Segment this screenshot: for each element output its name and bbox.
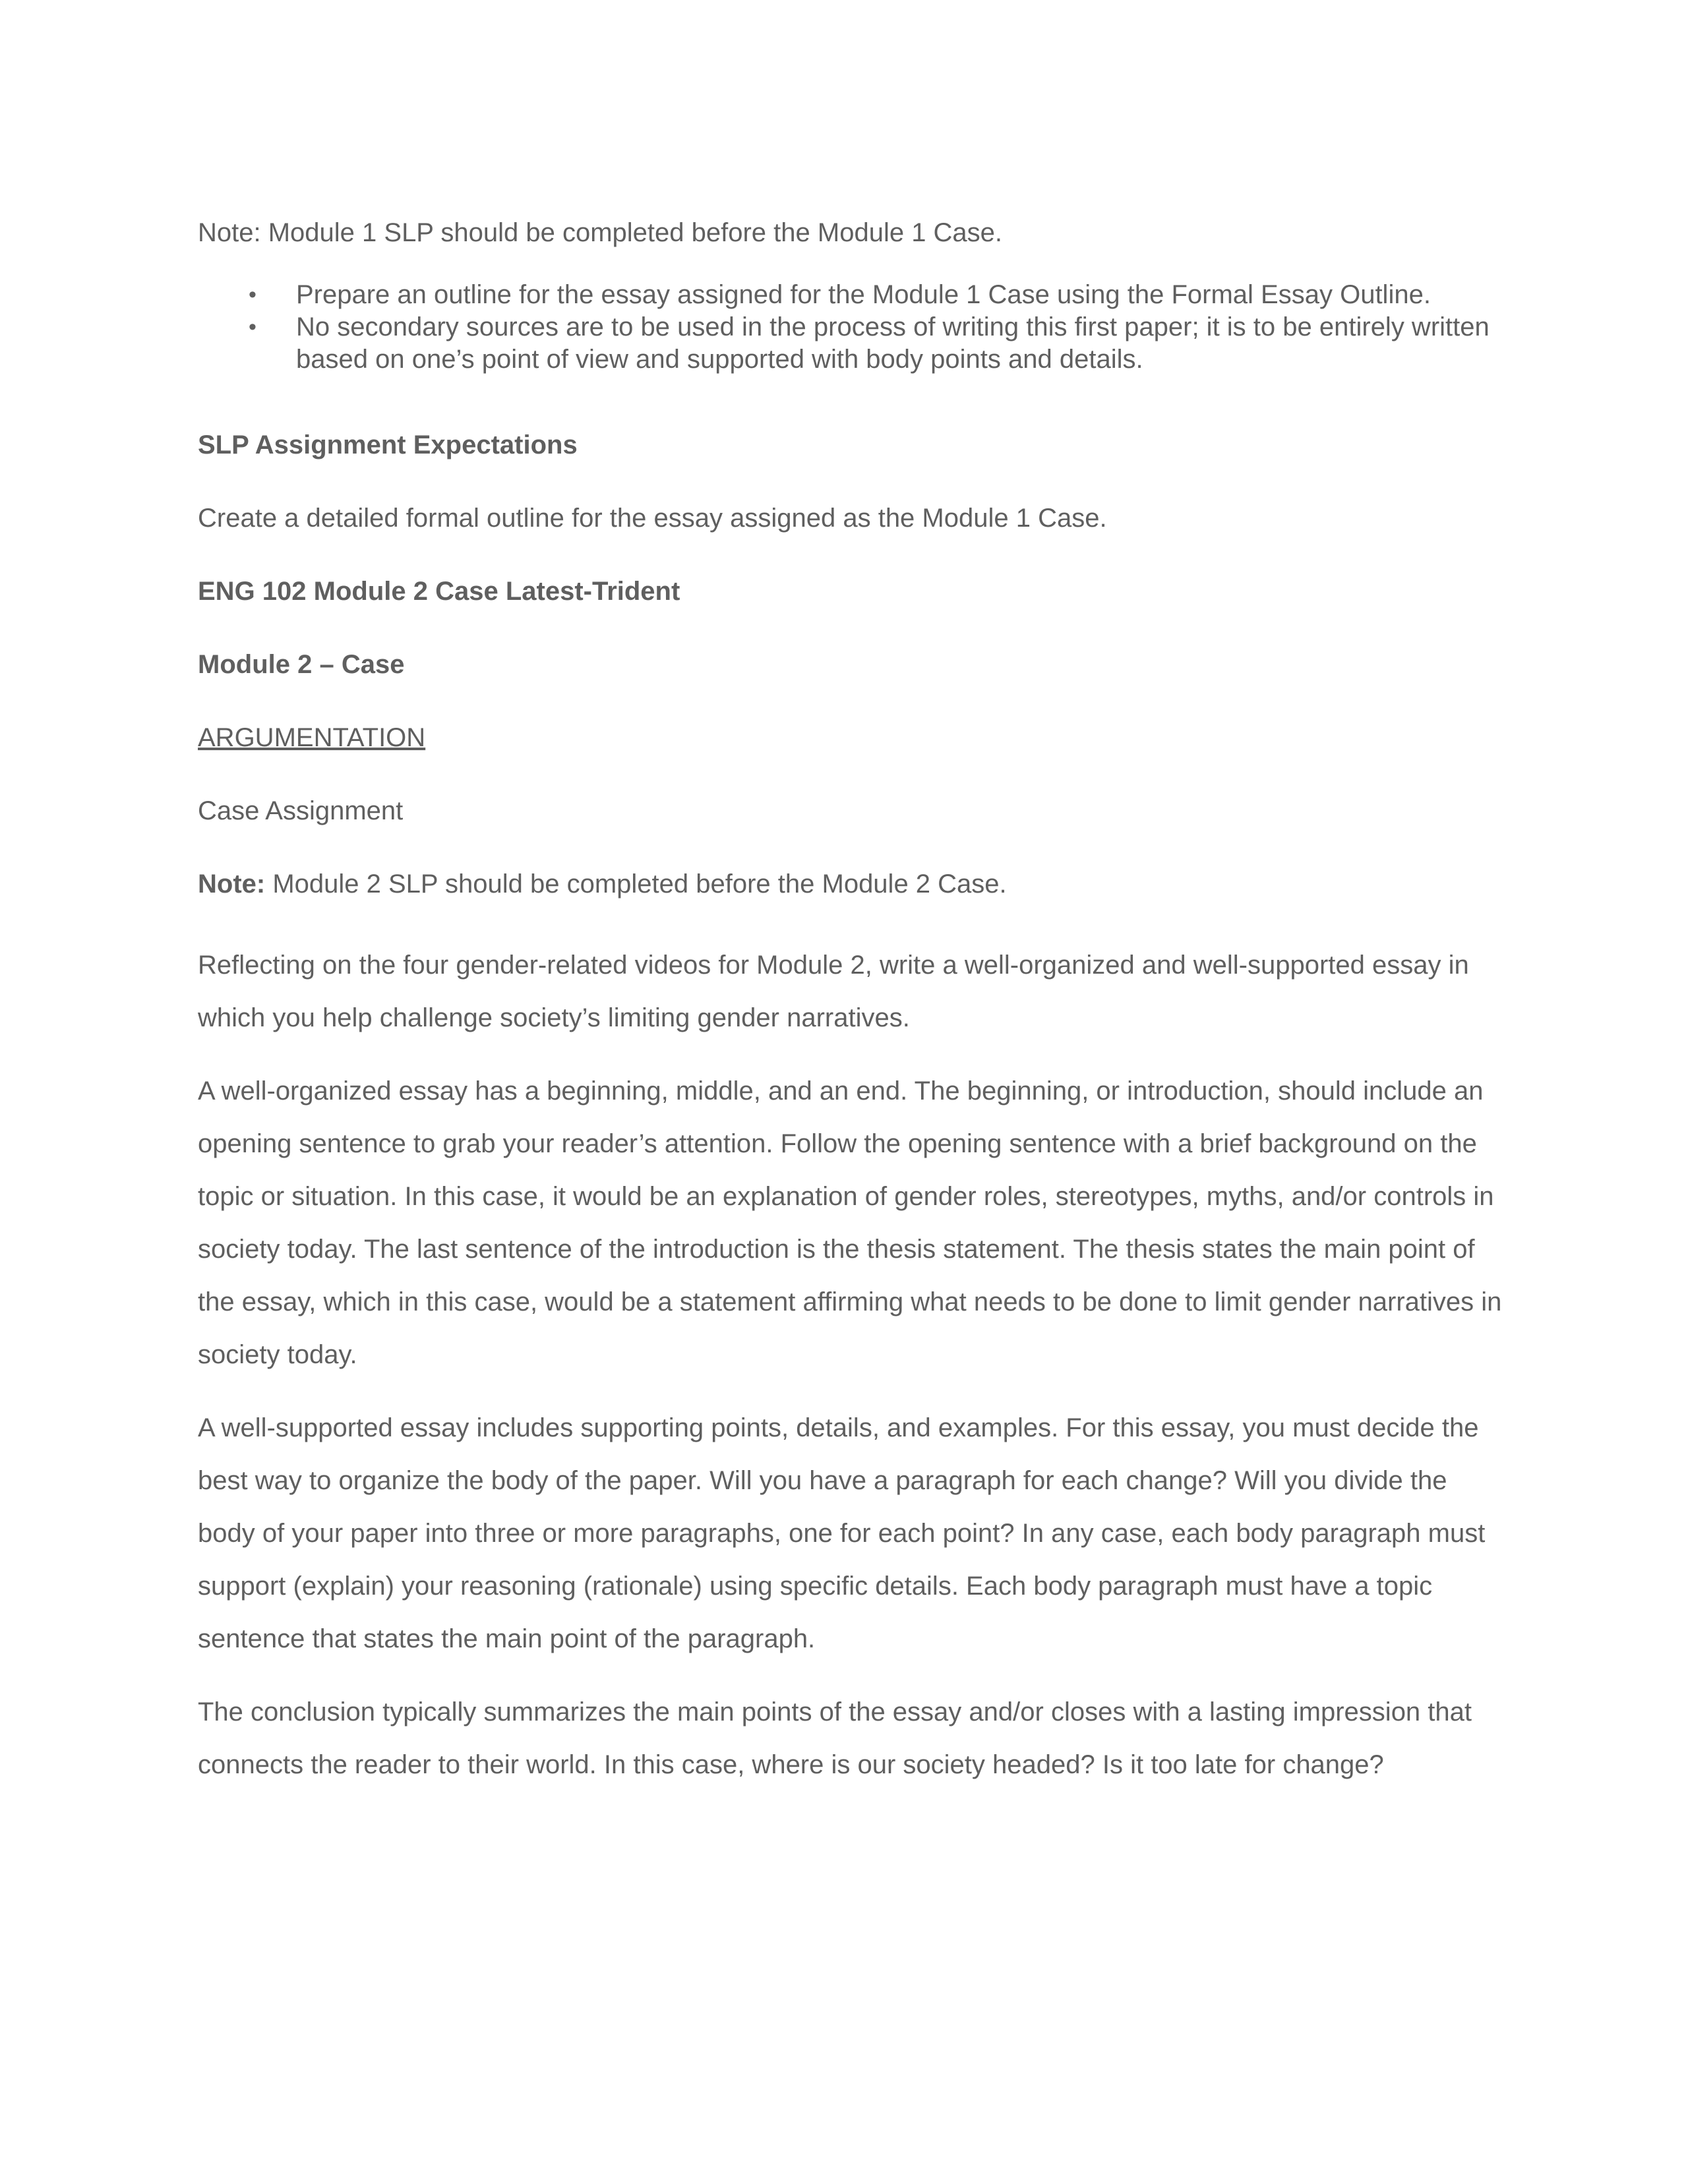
note-text: Module 2 SLP should be completed before the Module 2 Case.: [265, 870, 1007, 899]
document-page: [198, 214, 1503, 1812]
bullet-icon: •: [249, 314, 256, 339]
paragraph-organization: A well-organized essay has a beginning, middle, and an end. The beginning, or introduction, should include an opening sentence to grab your reader’s attention. Follow the opening sentence with a brief background on the topic or situation. In this case, it would be an explanation of gender roles, stereotypes, myths, and/or controls in society today. The last sentence of the introduction is the thesis statement. The thesis states the main point of the essay, which in this case, would be a statement affirming what needs to be done to limit gender narratives in society today.: [198, 1077, 1502, 1369]
list-item: [198, 279, 1503, 311]
instruction-list: [198, 279, 1503, 376]
module1-note: Note: Module 1 SLP should be completed before the Module 1 Case.: [198, 218, 1003, 247]
eng-heading: ENG 102 Module 2 Case Latest-Trident: [198, 577, 680, 606]
case-assignment-heading: Case Assignment: [198, 796, 404, 825]
argumentation-heading: ARGUMENTATION: [198, 723, 426, 752]
list-item-text: Prepare an outline for the essay assigned for the Module 1 Case using the Formal Essay Outline.: [296, 280, 1431, 309]
list-item-text: No secondary sources are to be used in the process of writing this first paper; it is to be entirely written based on one’s point of view and supported with body points and details.: [296, 312, 1490, 374]
note-label: Note:: [198, 870, 266, 899]
paragraph-intro: Reflecting on the four gender-related videos for Module 2, write a well-organized and well-supported essay in which you help challenge society’s limiting gender narratives.: [198, 951, 1469, 1032]
slp-text: Create a detailed formal outline for the essay assigned as the Module 1 Case.: [198, 504, 1107, 533]
bullet-icon: •: [249, 282, 256, 307]
slp-heading: SLP Assignment Expectations: [198, 430, 578, 459]
paragraph-support: A well-supported essay includes supporting points, details, and examples. For this essay, you must decide the best way to organize the body of the paper. Will you have a paragraph for each change? Will you divide the body of your paper into three or more paragraphs, one for each point? In any case, each body paragraph must support (explain) your reasoning (rationale) using specific details. Each body paragraph must have a topic sentence that states the main point of the paragraph.: [198, 1413, 1486, 1653]
paragraph-conclusion: The conclusion typically summarizes the main points of the essay and/or closes with a lasting impression that connects the reader to their world. In this case, where is our society headed? Is it too late for change?: [198, 1697, 1472, 1779]
module2-note: [198, 866, 1503, 902]
module2-heading: Module 2 – Case: [198, 650, 405, 679]
list-item: [198, 311, 1503, 376]
